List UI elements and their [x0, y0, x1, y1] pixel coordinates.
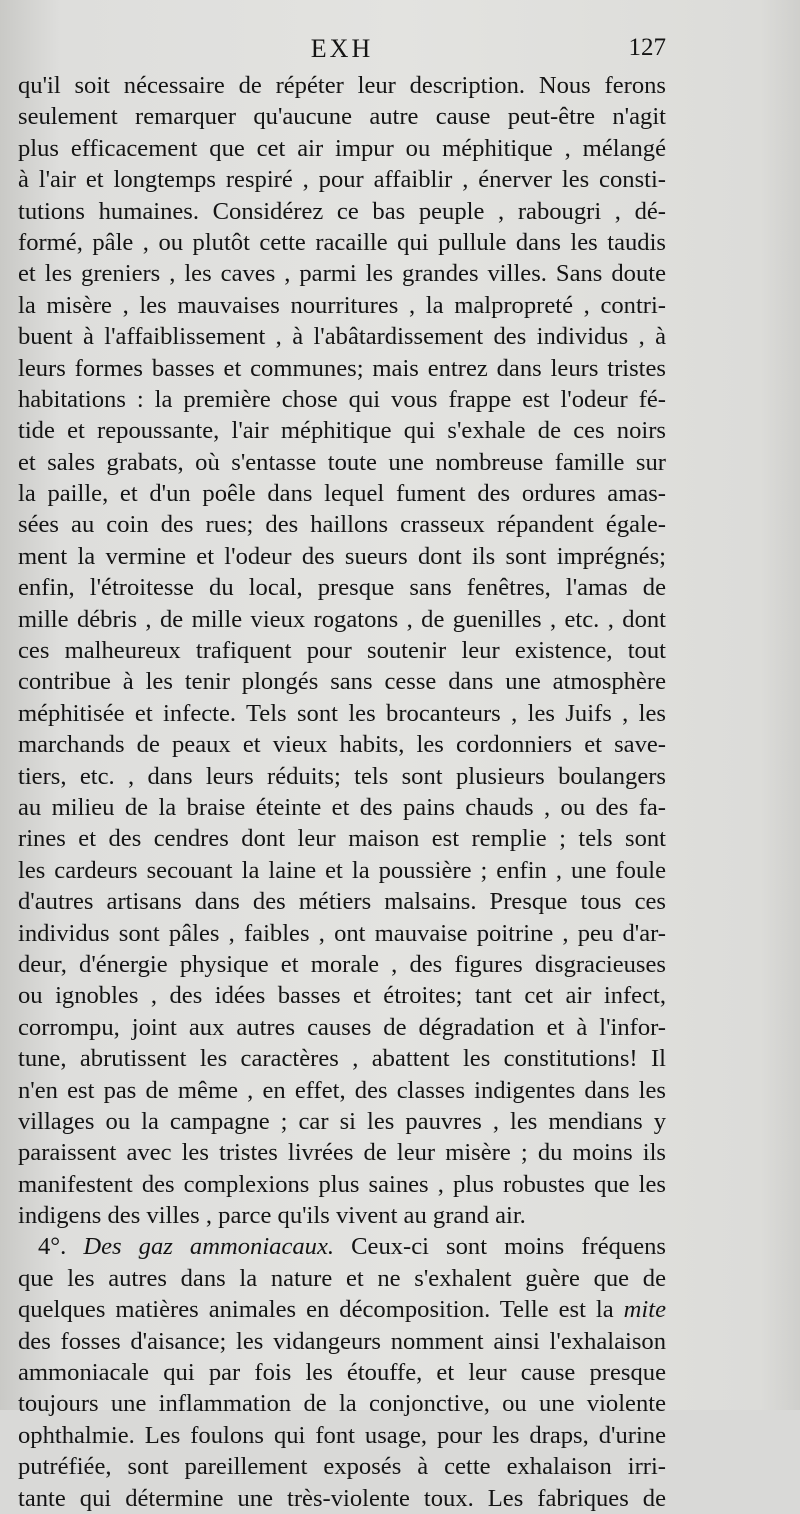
- text-line: ophthalmie. Les foulons qui font usage, pour les draps, d'urine: [18, 1421, 666, 1449]
- paragraph-2-rest: [18, 1326, 666, 1514]
- text-line: sées au coin des rues; des haillons crasseux répandent égale-: [18, 511, 666, 539]
- text-line: tiers, etc. , dans leurs réduits; tels sont plusieurs boulangers: [18, 762, 666, 790]
- text-line: ammoniacale qui par fois les étouffe, et leur cause presque: [18, 1359, 666, 1387]
- text-line: les cardeurs secouant la laine et la poussière ; enfin , une foule: [18, 856, 666, 884]
- body-text: [18, 70, 666, 1514]
- text-line: ces malheureux trafiquent pour soutenir leur existence, tout: [18, 637, 666, 665]
- paragraph-2-first-line: [18, 1231, 666, 1262]
- text-line-mite: [18, 1294, 666, 1325]
- mite-term: mite: [623, 1296, 667, 1324]
- text-line: tune, abrutissent les caractères , abattent les constitutions! Il: [18, 1045, 666, 1073]
- text-line: à l'air et longtemps respiré , pour affaiblir , énerver les consti-: [18, 166, 666, 194]
- text-line: individus sont pâles , faibles , ont mauvaise poitrine , peu d'ar-: [18, 919, 666, 947]
- text-line: et les greniers , les caves , parmi les grandes villes. Sans doute: [18, 260, 666, 288]
- text-line: tutions humaines. Considérez ce bas peuple , rabougri , dé-: [18, 197, 666, 225]
- text-line: corrompu, joint aux autres causes de dégradation et à l'infor-: [18, 1013, 666, 1041]
- paragraph-2: [18, 1231, 666, 1514]
- text-line: tante qui détermine une très-violente toux. Les fabriques de: [18, 1484, 666, 1512]
- text-line: deur, d'énergie physique et morale , des figures disgracieuses: [18, 950, 666, 978]
- text-line: manifestent des complexions plus saines , plus robustes que les: [18, 1170, 666, 1198]
- text-line: ment la vermine et l'odeur des sueurs dont ils sont imprégnés;: [18, 542, 666, 570]
- text-line: au milieu de la braise éteinte et des pains chauds , ou des fa-: [18, 793, 666, 821]
- page-number: 127: [628, 34, 666, 61]
- text-line: villages ou la campagne ; car si les pauvres , les mendians y: [18, 1107, 666, 1135]
- text-line: seulement remarquer qu'aucune autre cause peut-être n'agit: [18, 103, 666, 131]
- text-line: marchands de peaux et vieux habits, les cordonniers et save-: [18, 731, 666, 759]
- text-line: la misère , les mauvaises nourritures , la malpropreté , contri-: [18, 291, 666, 319]
- text-line: et sales grabats, où s'entasse toute une nombreuse famille sur: [18, 448, 666, 476]
- page-header: [18, 34, 666, 70]
- section-number: 4°.: [38, 1233, 67, 1261]
- text-line: buent à l'affaiblissement , à l'abâtardissement des individus , à: [18, 323, 666, 351]
- text-line: d'autres artisans dans des métiers malsains. Presque tous ces: [18, 888, 666, 916]
- text-line: qu'il soit nécessaire de répéter leur description. Nous ferons: [18, 72, 666, 99]
- text-line: méphitisée et infecte. Tels sont les brocanteurs , les Juifs , les: [18, 699, 666, 727]
- text-line: ou ignobles , des idées basses et étroites; tant cet air infect,: [18, 982, 666, 1010]
- text-line: mille débris , de mille vieux rogatons , de guenilles , etc. , dont: [18, 605, 666, 633]
- text-line: rines et des cendres dont leur maison est remplie ; tels sont: [18, 825, 666, 853]
- text-line: plus efficacement que cet air impur ou méphitique , mélangé: [18, 134, 666, 162]
- running-head: EXH: [310, 34, 374, 63]
- first-line-text: Ceux-ci sont moins fréquens: [351, 1233, 666, 1261]
- mite-line-text: quelques matières animales en décomposition. Telle est la: [18, 1296, 614, 1324]
- text-line: la paille, et d'un poêle dans lequel fument des ordures amas-: [18, 480, 666, 508]
- text-line: formé, pâle , ou plutôt cette racaille qui pullule dans les taudis: [18, 228, 666, 256]
- text-line: enfin, l'étroitesse du local, presque sans fenêtres, l'amas de: [18, 574, 666, 602]
- text-line: tide et repoussante, l'air méphitique qui s'exhale de ces noirs: [18, 417, 666, 445]
- text-line: des fosses d'aisance; les vidangeurs nomment ainsi l'exhalaison: [18, 1327, 666, 1355]
- text-line: que les autres dans la nature et ne s'exhalent guère que de: [18, 1264, 666, 1292]
- text-line: leurs formes basses et communes; mais entrez dans leurs tristes: [18, 354, 666, 382]
- text-line: n'en est pas de même , en effet, des classes indigentes dans les: [18, 1076, 666, 1104]
- text-line: indigens des villes , parce qu'ils vivent au grand air.: [18, 1202, 526, 1230]
- text-line: contribue à les tenir plongés sans cesse dans une atmosphère: [18, 668, 666, 696]
- text-line: habitations : la première chose qui vous frappe est l'odeur fé-: [18, 385, 666, 413]
- section-heading: Des gaz ammoniacaux.: [83, 1233, 335, 1261]
- paragraph-1: [18, 70, 666, 1231]
- text-line: toujours une inflammation de la conjonctive, ou une violente: [18, 1390, 666, 1418]
- text-line: putréfiée, sont pareillement exposés à cette exhalaison irri-: [18, 1453, 666, 1481]
- text-line: paraissent avec les tristes livrées de leur misère ; du moins ils: [18, 1139, 666, 1167]
